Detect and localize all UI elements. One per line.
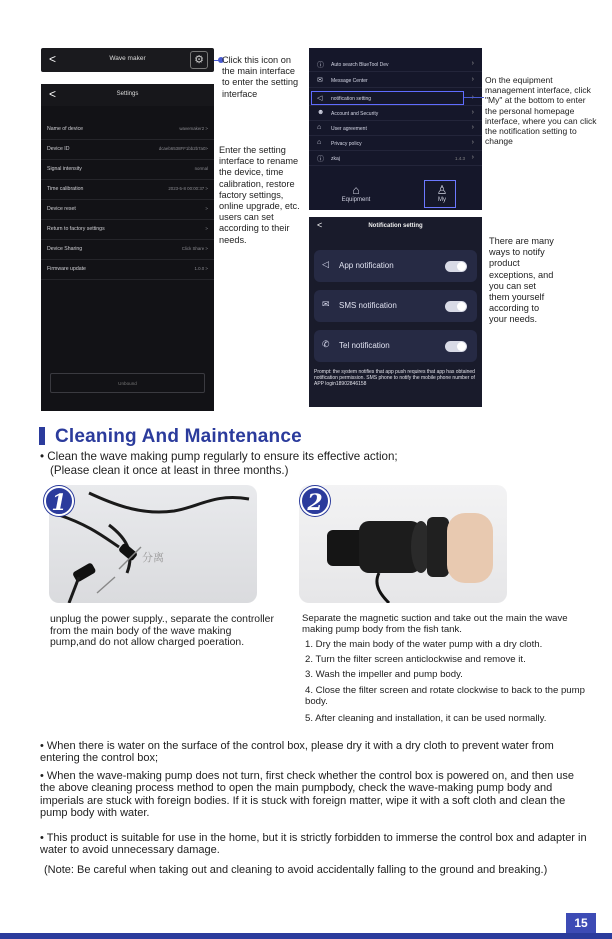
settings-row-label: Name of device <box>47 126 84 132</box>
notification-setting-screen <box>309 217 482 407</box>
settings-row-value: > <box>205 206 208 211</box>
speaker-icon: ◁ <box>317 95 323 102</box>
settings-title: Settings <box>116 91 139 97</box>
app-notification-row <box>314 250 477 282</box>
pump-disassembly-photo <box>299 485 507 603</box>
my-row-user-agreement[interactable] <box>309 122 482 136</box>
settings-row-value: 1.0.0 > <box>194 266 208 271</box>
my-row-auto-search[interactable] <box>309 58 482 72</box>
unplug-photo <box>49 485 257 603</box>
app-notification-toggle[interactable] <box>445 261 467 272</box>
notification-header <box>309 217 482 235</box>
back-arrow-icon[interactable]: < <box>317 220 323 230</box>
back-arrow-icon[interactable]: < <box>49 52 57 66</box>
my-callout-text: On the equipment management interface, click "My" at the bottom to enter the personal homepage interface, where you can click the notification setting to change <box>485 75 597 147</box>
mail-icon: ✉ <box>317 77 323 84</box>
settings-row-label: Device Sharing <box>47 246 83 252</box>
speaker-icon: ◁ <box>322 259 329 269</box>
settings-row-device-name[interactable] <box>41 120 214 140</box>
my-row-label: User agreement <box>331 126 367 132</box>
my-row-label: notification setting <box>331 96 372 102</box>
step-2-item: 1. Dry the main body of the water pump with a dry cloth. <box>305 639 543 650</box>
chevron-right-icon: › <box>471 60 474 67</box>
settings-row-device-id[interactable] <box>41 140 214 160</box>
step-2-item: 3. Wash the impeller and pump body. <box>305 669 463 680</box>
tab-label: My <box>438 197 446 203</box>
section-intro-note: (Please clean it once at least in three months.) <box>50 464 289 477</box>
my-row-label: Message Center <box>331 78 368 84</box>
wave-maker-header <box>41 48 214 72</box>
version-value: 1.4.3 <box>454 156 465 161</box>
settings-row-label: Device reset <box>47 206 76 212</box>
caution-note: (Note: Be careful when taking out and cleaning to avoid accidentally falling to the ground and breaking.) <box>44 864 548 876</box>
account-icon: ☻ <box>317 109 325 116</box>
pump-illustration <box>299 485 507 603</box>
unbound-button[interactable]: Unbound <box>50 373 205 393</box>
settings-screen <box>41 84 214 411</box>
settings-row-factory-reset[interactable] <box>41 220 214 240</box>
settings-row-value: wavemaker2 > <box>179 126 208 131</box>
my-row-account-security[interactable] <box>309 107 482 121</box>
settings-callout-text: Enter the setting interface to rename the device, time calibration, restore factory settings, online upgrade, etc. users can set according to their needs. <box>219 145 300 245</box>
step-1-text: unplug the power supply., separate the controller from the main body of the wave making pump,and do not allow charged poeration. <box>50 614 274 649</box>
separate-label: 分离 <box>142 552 164 564</box>
info-icon: ⓘ <box>317 156 324 163</box>
info-icon: ⓘ <box>317 62 324 69</box>
notification-setting-highlight <box>311 91 464 105</box>
section-title: Cleaning And Maintenance <box>55 426 302 447</box>
home-icon: ⌂ <box>352 183 360 197</box>
settings-header <box>41 84 214 106</box>
my-row-version[interactable] <box>309 152 482 166</box>
section-intro: • Clean the wave making pump regularly to ensure its effective action; <box>40 450 398 463</box>
document-icon: ⌂ <box>317 139 322 146</box>
settings-row-label: Device ID <box>47 146 70 152</box>
my-row-message-center[interactable] <box>309 74 482 88</box>
chevron-right-icon: › <box>471 154 474 161</box>
chevron-right-icon: › <box>471 139 474 146</box>
back-arrow-icon[interactable]: < <box>49 87 57 101</box>
settings-row-value: dcaeb6538FF1bb2b7a0> <box>158 146 208 151</box>
settings-row-value: > <box>205 226 208 231</box>
tel-notification-toggle[interactable] <box>445 341 467 352</box>
phone-icon: ✆ <box>322 339 330 349</box>
chevron-right-icon: › <box>471 124 474 131</box>
settings-row-device-reset[interactable] <box>41 200 214 220</box>
tel-notification-row <box>314 330 477 362</box>
document-icon: ⌂ <box>317 124 322 131</box>
settings-row-firmware-update[interactable] <box>41 260 214 280</box>
settings-row-label: Time calibration <box>47 186 84 192</box>
maintenance-bullet: • When the wave-making pump does not turn, first check whether the control box is powered on, and then use the above cleaning process method to open the main pumpbody, check the wave-making pump body and imperials are stuck with foreign bodies. If it is stuck with foreign matter, wipe it with a soft cloth and clean the pump body with water. <box>40 770 574 820</box>
step-2-intro: Separate the magnetic suction and take out the main the wave making pump body from the fish tank. <box>302 613 568 635</box>
sms-notification-row <box>314 290 477 322</box>
notification-title: Notification setting <box>368 223 423 229</box>
gear-icon[interactable]: ⚙ <box>190 51 208 69</box>
settings-row-label: Signal intensity <box>47 166 82 172</box>
settings-row-device-sharing[interactable] <box>41 240 214 260</box>
cable-illustration <box>49 485 257 603</box>
chevron-right-icon: › <box>471 76 474 83</box>
settings-row-value: normal <box>194 166 208 171</box>
step-2-item: 5. After cleaning and installation, it can be used normally. <box>305 713 547 724</box>
my-row-label: Auto search BlueTool Dev <box>331 62 389 68</box>
step-1-badge: 1 <box>44 486 74 516</box>
page-number: 15 <box>566 913 596 933</box>
notification-label: Tel notification <box>339 341 390 350</box>
step-2-badge: 2 <box>300 486 330 516</box>
footer-bar <box>0 933 612 939</box>
notification-label: App notification <box>339 261 394 270</box>
step-2-item: 2. Turn the filter screen anticlockwise and remove it. <box>305 654 526 665</box>
gear-callout-text: Click this icon on the main interface to enter the setting interface <box>222 55 299 99</box>
my-row-label: Privacy policy <box>331 141 362 147</box>
maintenance-bullet: • When there is water on the surface of the control box, please dry it with a dry cloth to prevent water from entering the control box; <box>40 740 554 765</box>
notify-callout-text: There are many ways to notify product exceptions, and you can set them yourself according to your needs. <box>489 236 554 325</box>
sms-notification-toggle[interactable] <box>445 301 467 312</box>
wave-maker-title: Wave maker <box>109 55 146 62</box>
my-row-label: Account and Security <box>331 111 379 117</box>
my-row-privacy-policy[interactable] <box>309 137 482 151</box>
settings-row-label: Firmware update <box>47 266 86 272</box>
my-tab-highlight <box>424 180 456 208</box>
settings-row-label: Return to factory settings <box>47 226 105 232</box>
settings-row-value: Click Share > <box>181 246 208 251</box>
maintenance-bullet: • This product is suitable for use in the home, but it is strictly forbidden to immerse the control box and adapter in water to avoid unnecessary damage. <box>40 832 587 857</box>
my-callout-line <box>464 97 484 98</box>
my-screen <box>309 48 482 210</box>
chevron-right-icon: › <box>471 109 474 116</box>
notification-label: SMS notification <box>339 301 397 310</box>
tab-equipment[interactable] <box>331 183 381 203</box>
my-row-label: zkaj <box>331 156 340 162</box>
settings-row-value: 2023-5-8 00:00:37 > <box>168 186 208 191</box>
mail-icon: ✉ <box>322 299 330 309</box>
section-marker <box>39 427 45 445</box>
step-2-item: 4. Close the filter screen and rotate clockwise to back to the pump body. <box>305 685 585 707</box>
settings-row-signal <box>41 160 214 180</box>
notification-prompt: Prompt: the system notifies that app push requires that app has obtained notification permission. SMS phone to notify the mobile phone number of APP login18902846158 <box>314 369 475 387</box>
tab-label: Equipment <box>341 197 371 203</box>
settings-row-time-calibration[interactable] <box>41 180 214 200</box>
user-icon: ♙ <box>436 183 448 197</box>
